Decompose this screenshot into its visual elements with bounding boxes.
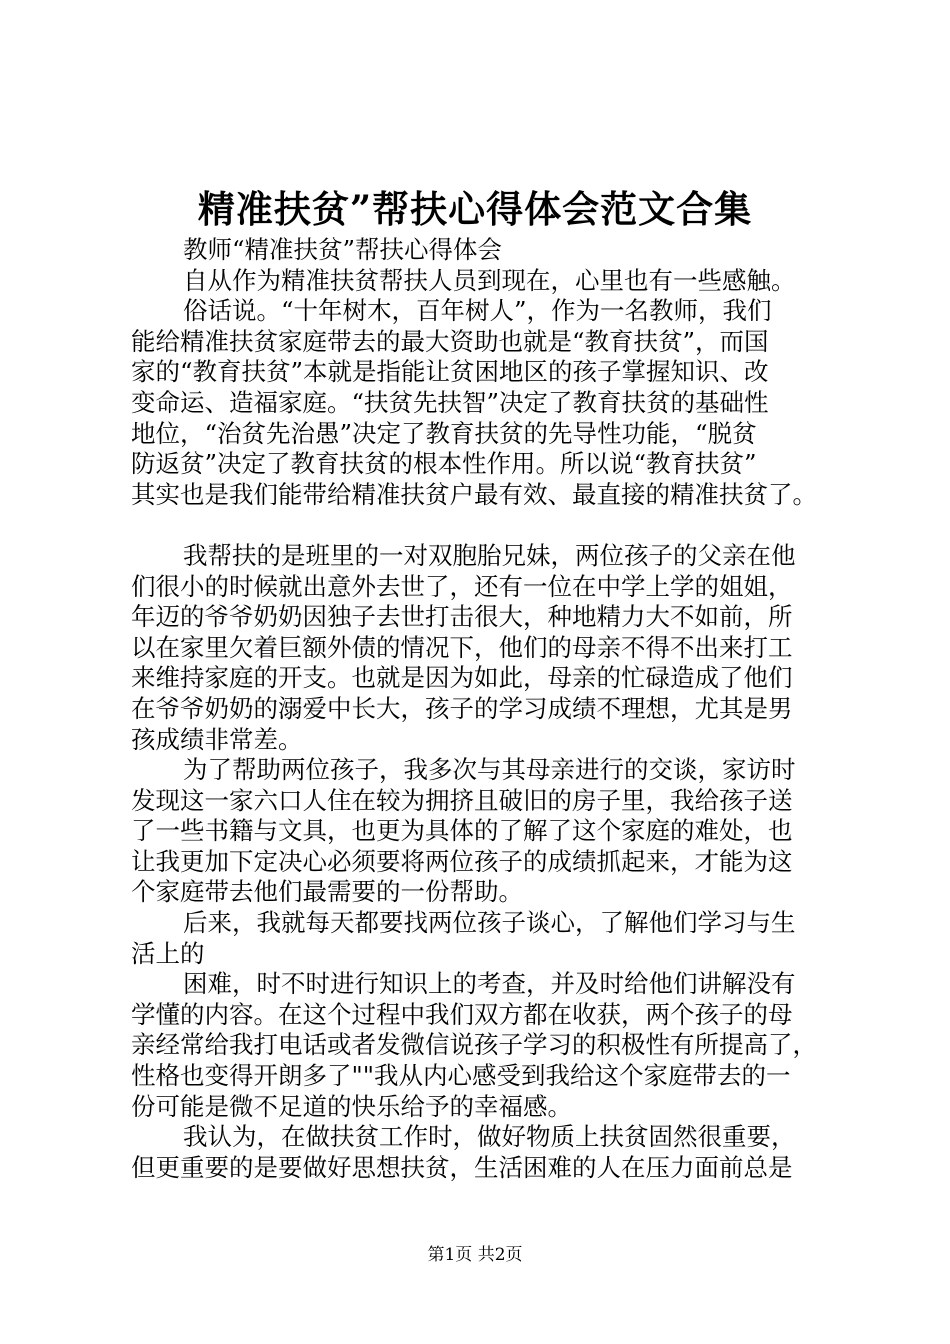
paragraph-line: 我帮扶的是班里的一对双胞胎兄妹，两位孩子的父亲在他	[183, 540, 796, 570]
paragraph-line: 年迈的爷爷奶奶因独子去世打击很大，种地精力大不如前，所	[131, 602, 793, 632]
paragraph-line: 家的“教育扶贫”本就是指能让贫困地区的孩子掌握知识、改	[131, 357, 769, 387]
paragraph-line: 让我更加下定决心必须要将两位孩子的成绩抓起来，才能为这	[131, 846, 793, 876]
paragraph-line: 们很小的时候就出意外去世了，还有一位在中学上学的姐姐，	[131, 571, 793, 601]
paragraph-line: 我认为，在做扶贫工作时，做好物质上扶贫固然很重要，	[183, 1122, 796, 1152]
subtitle-line: 教师“精准扶贫”帮扶心得体会	[183, 235, 503, 264]
paragraph-line: 后来，我就每天都要找两位孩子谈心，了解他们学习与生	[183, 908, 796, 938]
paragraph-line: 但更重要的是要做好思想扶贫，生活困难的人在压力面前总是	[131, 1152, 793, 1182]
document-body	[131, 235, 847, 1183]
document-title: 精准扶贫”帮扶心得体会范文合集	[197, 187, 753, 231]
paragraph-line: 自从作为精准扶贫帮扶人员到现在，心里也有一些感触。	[183, 265, 796, 295]
paragraph-line: 在爷爷奶奶的溺爱中长大，孩子的学习成绩不理想，尤其是男	[131, 693, 793, 723]
paragraph-line: 变命运、造福家庭。“扶贫先扶智”决定了教育扶贫的基础性	[131, 387, 769, 417]
paragraph-line: 其实也是我们能带给精准扶贫户最有效、最直接的精准扶贫了。	[131, 479, 817, 509]
page-number-footer: 第1页 共2页	[427, 1245, 523, 1265]
paragraph-line: 防返贫”决定了教育扶贫的根本性作用。所以说“教育扶贫”	[131, 449, 757, 479]
paragraph-line: 学懂的内容。在这个过程中我们双方都在收获，两个孩子的母	[131, 999, 793, 1029]
paragraph-line: 为了帮助两位孩子，我多次与其母亲进行的交谈，家访时	[183, 755, 796, 785]
paragraph-line: 孩成绩非常差。	[131, 724, 303, 754]
paragraph-line: 个家庭带去他们最需要的一份帮助。	[131, 877, 523, 907]
paragraph-line: 发现这一家六口人住在较为拥挤且破旧的房子里，我给孩子送	[131, 785, 793, 815]
blank-line	[131, 510, 847, 541]
paragraph-line: 份可能是微不足道的快乐给予的幸福感。	[131, 1091, 572, 1121]
paragraph-line: 来维持家庭的开支。也就是因为如此，母亲的忙碌造成了他们	[131, 663, 793, 693]
paragraph-line: 性格也变得开朗多了""我从内心感受到我给这个家庭带去的一	[131, 1061, 791, 1091]
paragraph-line: 亲经常给我打电话或者发微信说孩子学习的积极性有所提高了，	[131, 1030, 817, 1060]
paragraph-line: 困难，时不时进行知识上的考查，并及时给他们讲解没有	[183, 969, 796, 999]
paragraph-line: 能给精准扶贫家庭带去的最大资助也就是“教育扶贫”，而国	[131, 326, 769, 356]
paragraph-line: 了一些书籍与文具，也更为具体的了解了这个家庭的难处，也	[131, 816, 793, 846]
paragraph-line: 活上的	[131, 938, 205, 968]
paragraph-line: 俗话说。“十年树木，百年树人”，作为一名教师，我们	[183, 296, 772, 326]
paragraph-line: 以在家里欠着巨额外债的情况下，他们的母亲不得不出来打工	[131, 632, 793, 662]
paragraph-line: 地位，“治贫先治愚”决定了教育扶贫的先导性功能，“脱贫	[131, 418, 757, 448]
